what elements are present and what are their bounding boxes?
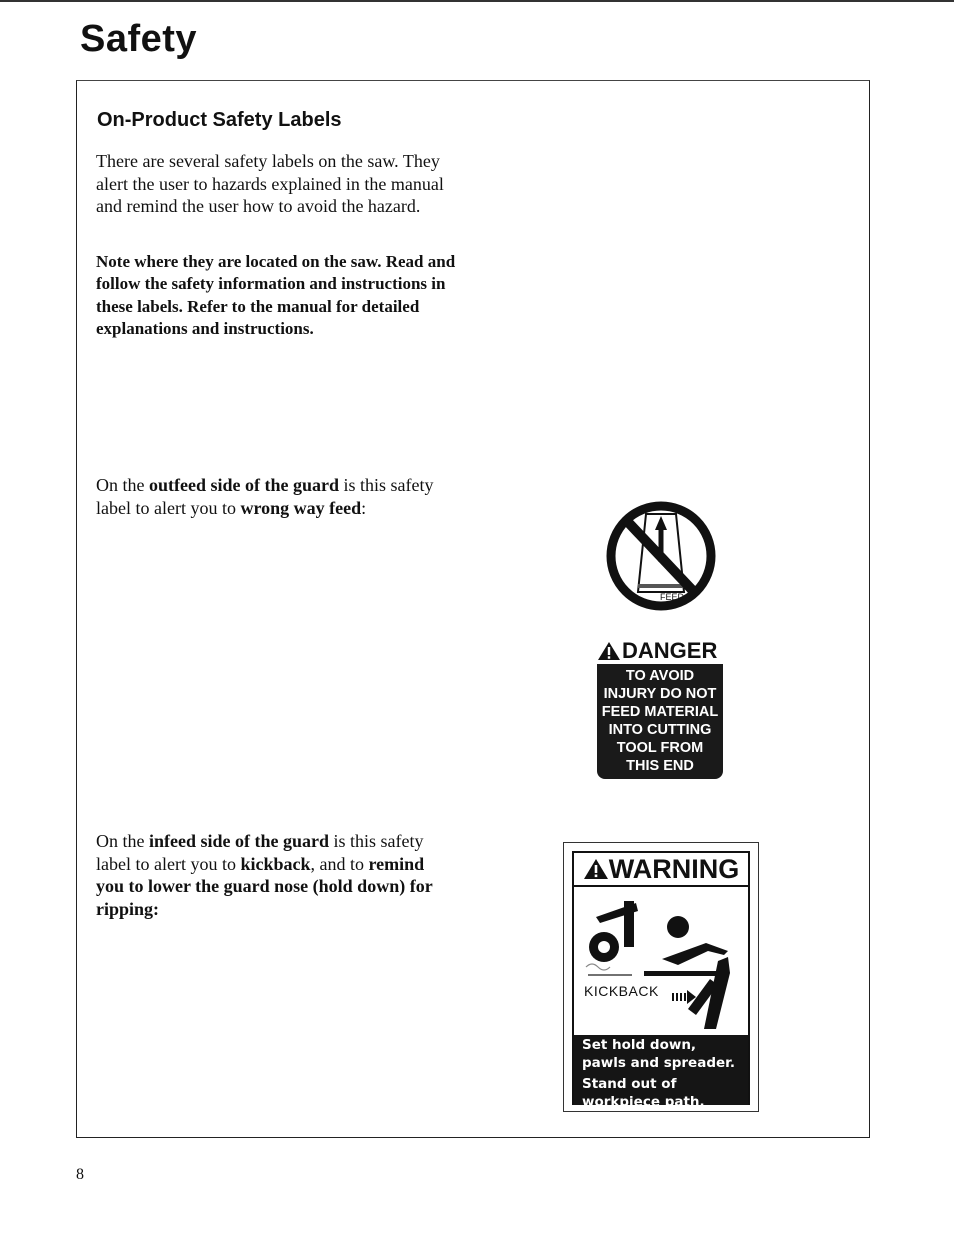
danger-line: INTO CUTTING [608, 722, 712, 738]
infeed-paragraph [96, 830, 436, 920]
outfeed-bold-2: wrong way feed [240, 497, 362, 518]
warning-label [563, 842, 759, 1112]
infeed-bold-1: infeed side of the guard [149, 831, 329, 851]
infeed-text-3: , and to [310, 853, 369, 874]
warning-heading [574, 853, 748, 887]
infeed-bold-2: kickback [240, 853, 311, 874]
intro-paragraph: There are several safety labels on the saw. They alert the user to hazards explained in the manual and remind the user how to avoid the hazard. [96, 151, 444, 216]
no-entry-icon [604, 500, 718, 612]
outfeed-text-3: : [361, 497, 367, 518]
warning-triangle-icon [597, 641, 621, 661]
warning-line: Stand out of [582, 1076, 677, 1092]
arrow-right-icon [672, 990, 696, 1004]
warning-line: pawls and spreader. [582, 1054, 735, 1071]
danger-line: INJURY DO NOT [603, 686, 717, 702]
warning-line: Set hold down, [582, 1037, 697, 1053]
section-heading: On-Product Safety Labels [97, 109, 342, 131]
infeed-text-1: On the [96, 831, 149, 851]
danger-message-box [597, 664, 723, 779]
page-number: 8 [76, 1166, 84, 1183]
feed-text: FEED [660, 592, 685, 602]
outfeed-text-1: On the [96, 475, 149, 495]
warning-triangle-icon [583, 858, 609, 880]
infeed-bold-3: remind you to lower the guard nose (hold down) for ripping: [96, 853, 433, 919]
infeed-text-2: is this safety label to alert you to [96, 831, 424, 874]
warning-line: workpiece path. [582, 1093, 705, 1110]
kickback-pictogram [578, 889, 746, 1031]
danger-label [597, 638, 723, 779]
outfeed-paragraph [96, 474, 456, 519]
outfeed-text-2: is this safety label to alert you to [96, 475, 434, 518]
warning-label-inner [572, 851, 750, 1110]
danger-heading [597, 638, 723, 664]
outfeed-bold-1: outfeed side of the guard [149, 475, 339, 495]
danger-heading-text: DANGER [622, 638, 718, 663]
kickback-text: KICKBACK [584, 983, 659, 999]
page-title: Safety [80, 18, 198, 60]
danger-line: TOOL FROM [616, 740, 704, 756]
note-paragraph: Note where they are located on the saw. Read and follow the safety information and instructions in these labels. Refer to the manual for detailed explanations and instructions. [96, 252, 456, 339]
danger-line: TO AVOID [625, 668, 695, 684]
warning-message-box [574, 1035, 748, 1110]
top-rule [0, 0, 954, 2]
saw-blade-icon [586, 901, 638, 975]
warning-heading-text: WARNING [608, 853, 740, 884]
danger-line: FEED MATERIAL [601, 704, 719, 720]
danger-line: THIS END [626, 758, 694, 774]
